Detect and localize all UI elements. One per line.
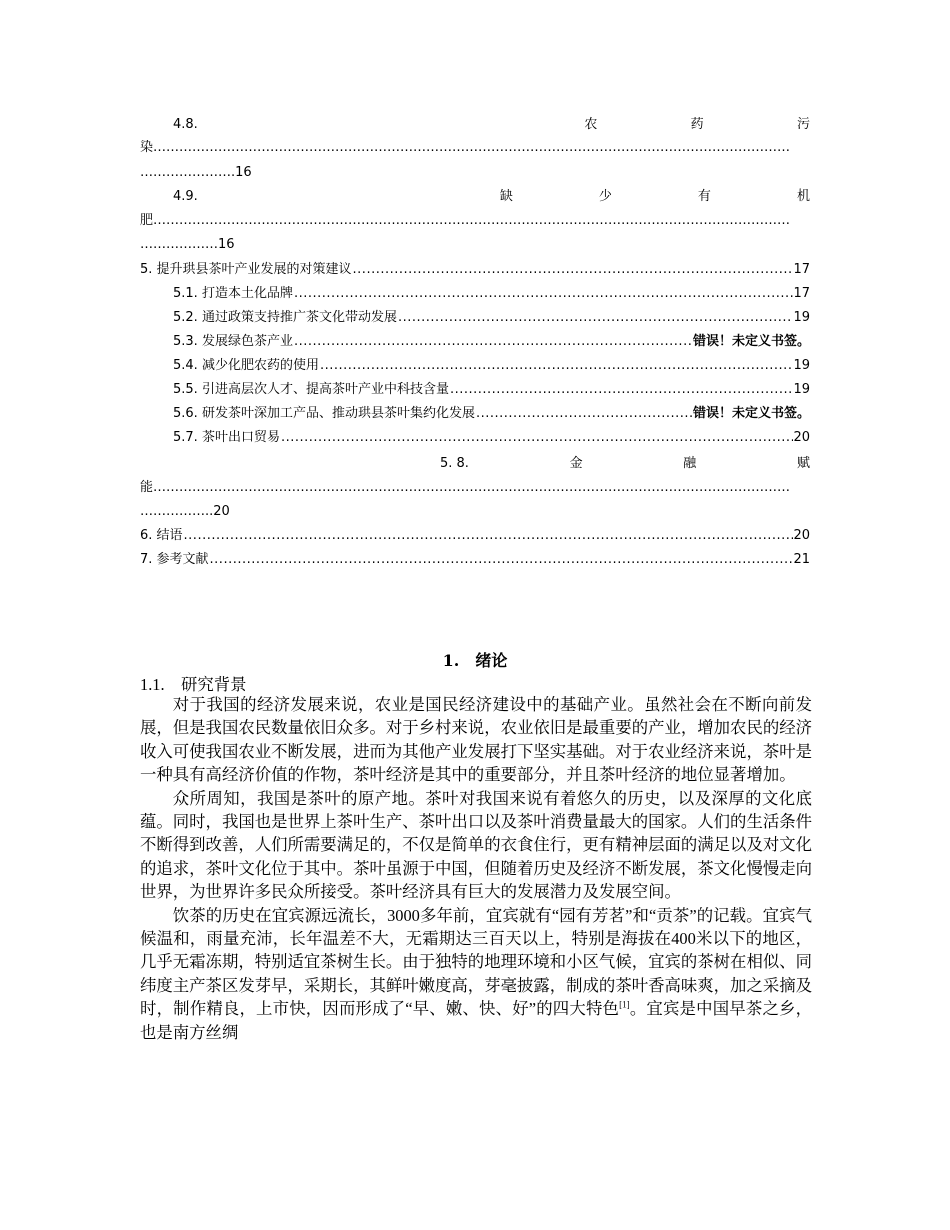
toc-entry-char: 农 xyxy=(584,117,598,132)
toc-entry-label: 5.4. 减少化肥农药的使用 xyxy=(173,355,320,377)
toc-page-number: ..20 xyxy=(205,504,230,519)
toc-entry-5[interactable] xyxy=(140,259,810,281)
toc-entry-5-2[interactable] xyxy=(140,307,810,329)
toc-entry-char: 污 xyxy=(796,117,810,132)
toc-dot-leader xyxy=(294,283,794,305)
toc-entry-char: 少 xyxy=(598,189,612,204)
toc-entry-char: 机 xyxy=(796,189,810,204)
toc-dot-leader xyxy=(294,331,693,353)
toc-dot-leader: 能………………………………………………………………………………………………………………………………… xyxy=(140,480,791,495)
toc-page-number: 17 xyxy=(793,262,810,277)
toc-dot-leader: ……………..20 xyxy=(140,504,230,519)
toc-dot-leader xyxy=(184,525,794,547)
toc-entry-number: 4.9. xyxy=(173,189,198,204)
toc-dot-leader xyxy=(320,355,794,377)
toc-entry-label: 7. 参考文献 xyxy=(140,549,210,571)
toc-page-number: 19 xyxy=(793,310,810,325)
toc-entry-label: 5. 提升珙县茶叶产业发展的对策建议 xyxy=(140,259,353,281)
toc-entry-label: 5.2. 通过政策支持推广茶文化带动发展 xyxy=(173,307,398,329)
toc-entry-label: 5.5. 引进高层次人才、提高茶叶产业中科技含量 xyxy=(173,379,450,401)
toc-entry-label: 6. 结语 xyxy=(140,525,184,547)
toc-dot-leader xyxy=(210,549,794,571)
body-paragraph: 对于我国的经济发展来说，农业是国民经济建设中的基础产业。虽然社会在不断向前发展，但是我国农民数量依旧众多。对于乡村来说，农业依旧是最重要的产业，增加农民的经济收入可使我国农业不断发展，进而为其他产业发展打下坚实基础。对于农业经济来说，茶叶是一种具有高经济价值的作物，茶叶经济是其中的重要部分，并且茶叶经济的地位显著增加。 xyxy=(140,695,813,785)
toc-dot-leader: 肥………………………………………………………………………………………………………………………………… xyxy=(140,213,791,228)
toc-entry-number: 5. 8. xyxy=(440,456,469,471)
body-paragraph: 众所周知，我国是茶叶的原产地。茶叶对我国来说有着悠久的历史，以及深厚的文化底蕴。同时，我国也是世界上茶叶生产、茶叶出口以及茶叶消费量最大的国家。人们的生活条件不断得到改善，人们所需要满足的，不仅是简单的衣食住行，更有精神层面的满足以及对文化的追求，茶叶文化位于其中。茶叶虽源于中国，但随着历史及经济不断发展，茶文化慢慢走向世界，为世界许多民众所接受。茶叶经济具有巨大的发展潜力及发展空间。 xyxy=(140,788,813,902)
toc-entry-5-5[interactable] xyxy=(140,379,810,401)
toc-entry-char: 能 xyxy=(140,480,154,495)
toc-page-number: 16 xyxy=(218,237,235,252)
toc-dot-leader xyxy=(476,403,693,425)
toc-entry-6[interactable] xyxy=(140,525,810,547)
toc-entry-char: 染 xyxy=(140,140,154,155)
toc-entry-number: 4.8. xyxy=(173,117,198,132)
body-paragraph xyxy=(140,904,812,1044)
toc-entry-5-6[interactable] xyxy=(140,403,810,425)
toc-entry-label: 5.3. 发展绿色茶产业 xyxy=(173,331,294,353)
toc-entry-7[interactable] xyxy=(140,549,810,571)
toc-entry-label: 5.6. 研发茶叶深加工产品、推动珙县茶叶集约化发展 xyxy=(173,403,476,425)
toc-dot-leader: 染………………………………………………………………………………………………………………………………… xyxy=(140,140,791,155)
paragraph-text: 。宜宾是中国早茶之乡，也是南方丝绸 xyxy=(140,999,812,1042)
toc-page-number: .16 xyxy=(231,165,252,180)
toc-page-number: 19 xyxy=(793,358,810,373)
toc-page-number: 21 xyxy=(793,552,810,567)
toc-entry-char: 药 xyxy=(690,117,704,132)
toc-entry-4-8[interactable] xyxy=(140,114,810,136)
table-of-contents xyxy=(140,114,810,574)
toc-dot-leader: ………………….16 xyxy=(140,165,252,180)
toc-entry-char: 融 xyxy=(683,456,697,471)
chapter-title: 1. 绪论 xyxy=(442,651,508,670)
toc-dot-leader: ………………16 xyxy=(140,237,235,252)
toc-entry-5-8[interactable] xyxy=(140,453,810,475)
toc-page-number: 19 xyxy=(793,382,810,397)
toc-entry-label: 5.1. 打造本土化品牌 xyxy=(173,283,294,305)
chapter-body xyxy=(140,693,812,1044)
toc-bookmark-error: 错误！未定义书签。 xyxy=(692,406,810,421)
toc-entry-char: 有 xyxy=(697,189,711,204)
toc-page-number: 20 xyxy=(793,528,810,543)
toc-entry-char: 缺 xyxy=(499,189,513,204)
citation-reference[interactable]: [1] xyxy=(619,999,630,1010)
toc-dot-leader xyxy=(281,427,794,449)
toc-dot-leader xyxy=(398,307,794,329)
toc-entry-5-4[interactable] xyxy=(140,355,810,377)
section-heading: 1.1. 研究背景 xyxy=(140,675,247,694)
toc-page-number: 20 xyxy=(793,430,810,445)
toc-entry-char: 赋 xyxy=(796,456,810,471)
toc-entry-label: 5.7. 茶叶出口贸易 xyxy=(173,427,281,449)
paragraph-text: 饮茶的历史在宜宾源远流长，3000多年前，宜宾就有“园有芳茗”和“贡茶”的记载。宜宾气候温和，雨量充沛，长年温差不大，无霜期达三百天以上，特别是海拔在400米以下的地区，几乎无霜冻期，特别适宜茶树生长。由于独特的地理环境和小区气候，宜宾的茶树在相似、同纬度主产茶区发芽早，采期长，其鲜叶嫩度高，芽毫披露，制成的茶叶香高味爽，加之采摘及时，制作精良，上市快，因而形成了“早、嫩、快、好”的四大特色 xyxy=(140,905,813,1019)
toc-entry-5-3[interactable] xyxy=(140,331,810,353)
toc-dot-leader xyxy=(450,379,794,401)
toc-dot-leader xyxy=(353,259,794,281)
toc-entry-char: 肥 xyxy=(140,213,154,228)
toc-entry-char: 金 xyxy=(569,456,583,471)
toc-page-number: 17 xyxy=(793,286,810,301)
toc-bookmark-error: 错误！未定义书签。 xyxy=(692,334,810,349)
toc-entry-4-9[interactable] xyxy=(140,186,810,208)
toc-entry-5-1[interactable] xyxy=(140,283,810,305)
toc-entry-5-7[interactable] xyxy=(140,427,810,449)
